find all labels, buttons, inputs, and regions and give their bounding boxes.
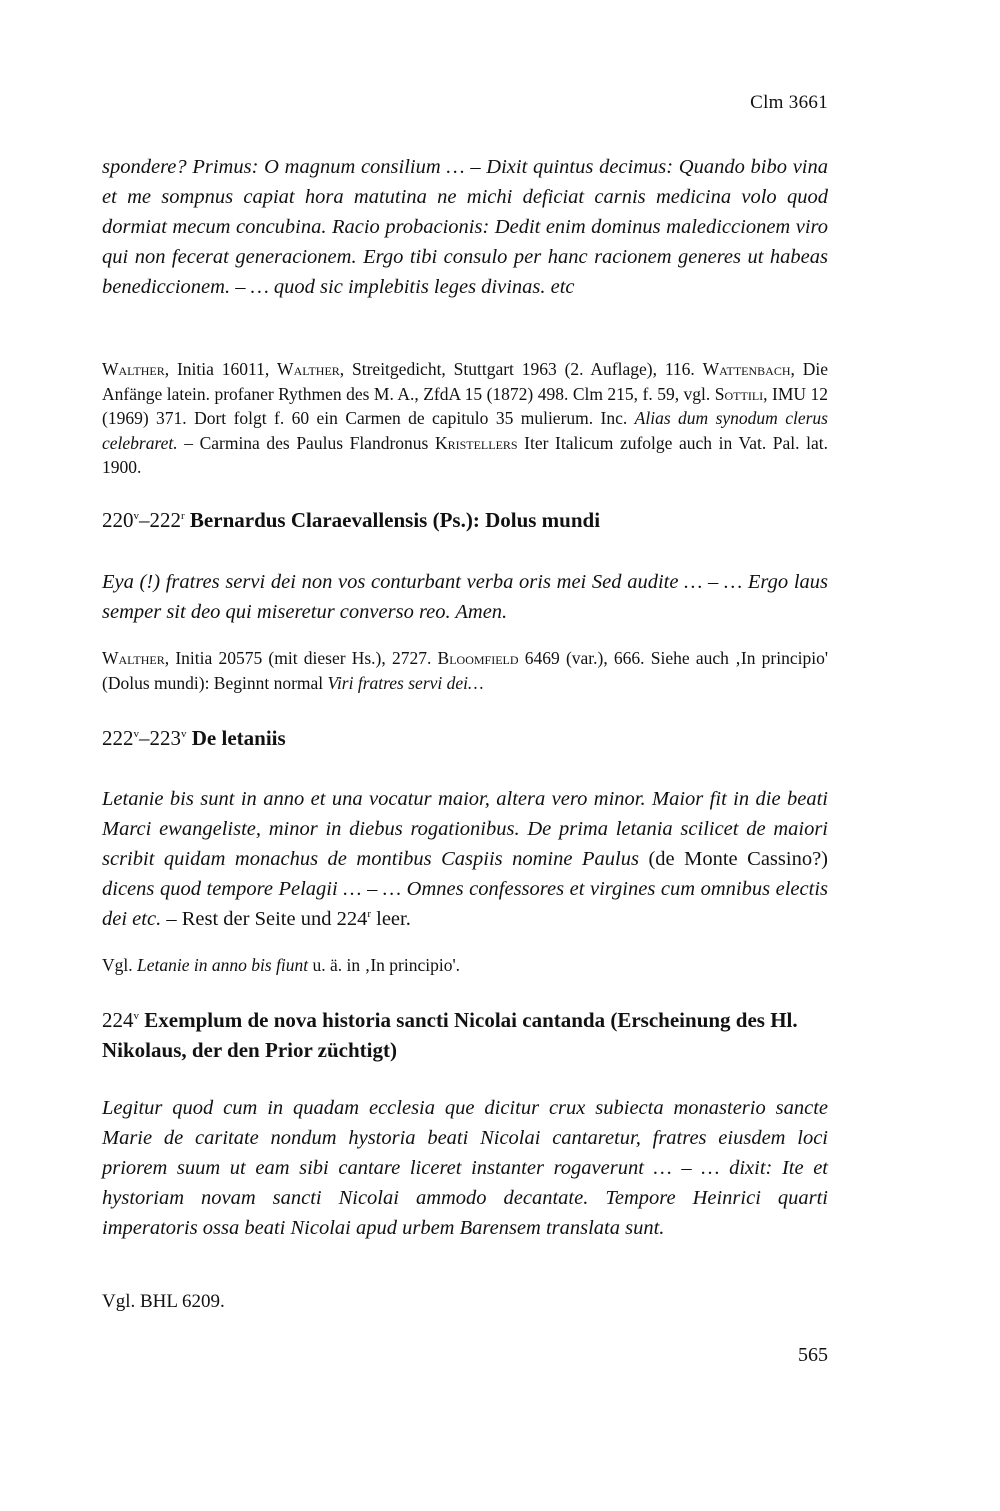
folio-side: r <box>181 510 185 522</box>
note-fragment: Vgl. <box>102 955 137 975</box>
note-fragment: Iter Italicum zufolge auch in Vat. Pal. lat. 1900. <box>102 432 828 477</box>
note-fragment: u. ä. in ‚In principio'. <box>308 955 460 975</box>
folio-side: v <box>133 510 139 522</box>
author-name: Sottili <box>714 383 764 404</box>
section-heading-nicolai <box>102 1005 828 1065</box>
author-name: Walther <box>102 359 165 379</box>
folio-number: 222 <box>149 508 181 532</box>
section-heading-dolus-mundi <box>102 505 828 535</box>
note-fragment: , Initia 16011, <box>164 359 278 379</box>
bibliographic-note-nicolai <box>102 1290 828 1315</box>
latin-text-continuation: spondere? Primus: O magnum consilium … – Dixit quintus decimus: Quando bibo vina et me sompnus capiat hora matutina ne michi deficiat carnis medicina volo quod dormiat mecum concubina. Racio probacionis: Dedit enim dominus malediccionem viro qui non fecerat generacionem. Ergo tibi consulo per hanc racionem generes ut habeas benediccionem. – … quod sic implebitis leges divinas. etc <box>102 156 828 298</box>
section-title <box>102 723 828 753</box>
author-name: Kristellers <box>434 432 518 453</box>
note-fragment: – Carmina des Paulus Flandronus <box>177 432 435 453</box>
folio-number: 222 <box>102 726 134 750</box>
note-fragment: , Die Anfänge latein. profaner Rythmen des M. A., ZfdA 15 (1872) 498. Clm 215, f. 59, vgl. <box>102 359 828 404</box>
editorial-remark: – Rest der Seite und 224 <box>161 908 368 930</box>
document-page <box>102 0 828 1511</box>
folio-separator: – <box>139 726 150 750</box>
folio-side: v <box>133 728 139 740</box>
folio-number: 223 <box>149 726 181 750</box>
title-text: De letaniis <box>186 726 286 750</box>
incipit: Alias dum synodum clerus celebraret. <box>102 408 828 453</box>
incipit: Viri fratres servi dei… <box>327 672 484 693</box>
bibliographic-note-continuation <box>102 357 828 480</box>
bibliographic-note-letaniis <box>102 953 828 978</box>
author-name: Walther <box>277 359 340 379</box>
incipit: Letanie in anno bis fiunt <box>137 955 309 975</box>
folio-number: 220 <box>102 508 134 532</box>
author-name: Walther <box>102 648 165 668</box>
note-text <box>102 357 828 480</box>
bibliographic-note-dolus-mundi <box>102 646 828 695</box>
section-heading-letaniis <box>102 723 828 753</box>
folio-side: r <box>367 908 371 921</box>
section-dolus-mundi-text <box>102 567 828 627</box>
section-nicolai-text <box>102 1093 828 1243</box>
folio-side: v <box>181 728 187 740</box>
section-continuation <box>102 152 828 302</box>
author-name: Bloomfield <box>437 648 519 668</box>
folio-number: 224 <box>102 1008 134 1032</box>
section-letaniis-text <box>102 784 828 934</box>
latin-text: Eya (!) fratres servi dei non vos conturbant verba oris mei Sed audite … – … Ergo laus semper sit deo qui miseretur converso reo. Amen. <box>102 571 828 623</box>
title-text: Bernardus Claraevallensis (Ps.): Dolus mundi <box>184 508 601 532</box>
latin-text <box>102 784 828 934</box>
folio-separator: – <box>139 508 150 532</box>
note-fragment: , Streitgedicht, Stuttgart 1963 (2. Auflage), 116. <box>339 359 703 379</box>
folio-side: v <box>133 1010 139 1022</box>
section-title <box>102 1005 828 1065</box>
note-fragment: 6469 (var.), 666. Siehe auch ‚In principio' (Dolus mundi): Beginnt normal <box>102 648 828 693</box>
note-text <box>102 953 828 978</box>
author-name: Wattenbach <box>702 359 791 379</box>
section-title <box>102 505 828 535</box>
page-number: 565 <box>798 1344 828 1366</box>
note-fragment: , Initia 20575 (mit dieser Hs.), 2727. <box>164 648 438 668</box>
title-text: Exemplum de nova historia sancti Nicolai cantanda (Erscheinung des Hl. Nikolaus, der den Prior züchtigt) <box>102 1008 798 1062</box>
note-text <box>102 646 828 695</box>
note-text: Vgl. BHL 6209. <box>102 1291 225 1312</box>
latin-fragment: dicens quod tempore Pelagii … – … Omnes confessores et virgines cum omnibus electis dei etc. <box>102 878 828 930</box>
note-fragment: , IMU 12 (1969) 371. Dort folgt f. 60 ein Carmen de capitulo 35 mulierum. Inc. <box>102 383 828 428</box>
latin-text: Legitur quod cum in quadam ecclesia que dicitur crux subiecta monasterio sancte Marie de caritate nondum hystoria beati Nicolai cantaretur, fratres eiusdem loci priorem suum ut eam sibi cantare liceret instanter rogaverunt … – … dixit: Ite et hystoriam novam sancti Nicolai ammodo decantate. Tempore Heinrici quarti imperatoris ossa beati Nicolai apud urbem Barensem translata sunt. <box>102 1097 828 1239</box>
editorial-remark: leer. <box>371 908 411 930</box>
running-head: Clm 3661 <box>750 92 828 113</box>
editorial-insertion: (de Monte Cassino?) <box>638 848 829 870</box>
latin-fragment: Letanie bis sunt in anno et una vocatur maior, altera vero minor. Maior fit in die beati Marci ewangeliste, minor in diebus rogationibus. De prima letania scilicet de maiori scribit quidam monachus de montibus Caspiis nomine Paulus <box>102 788 828 870</box>
